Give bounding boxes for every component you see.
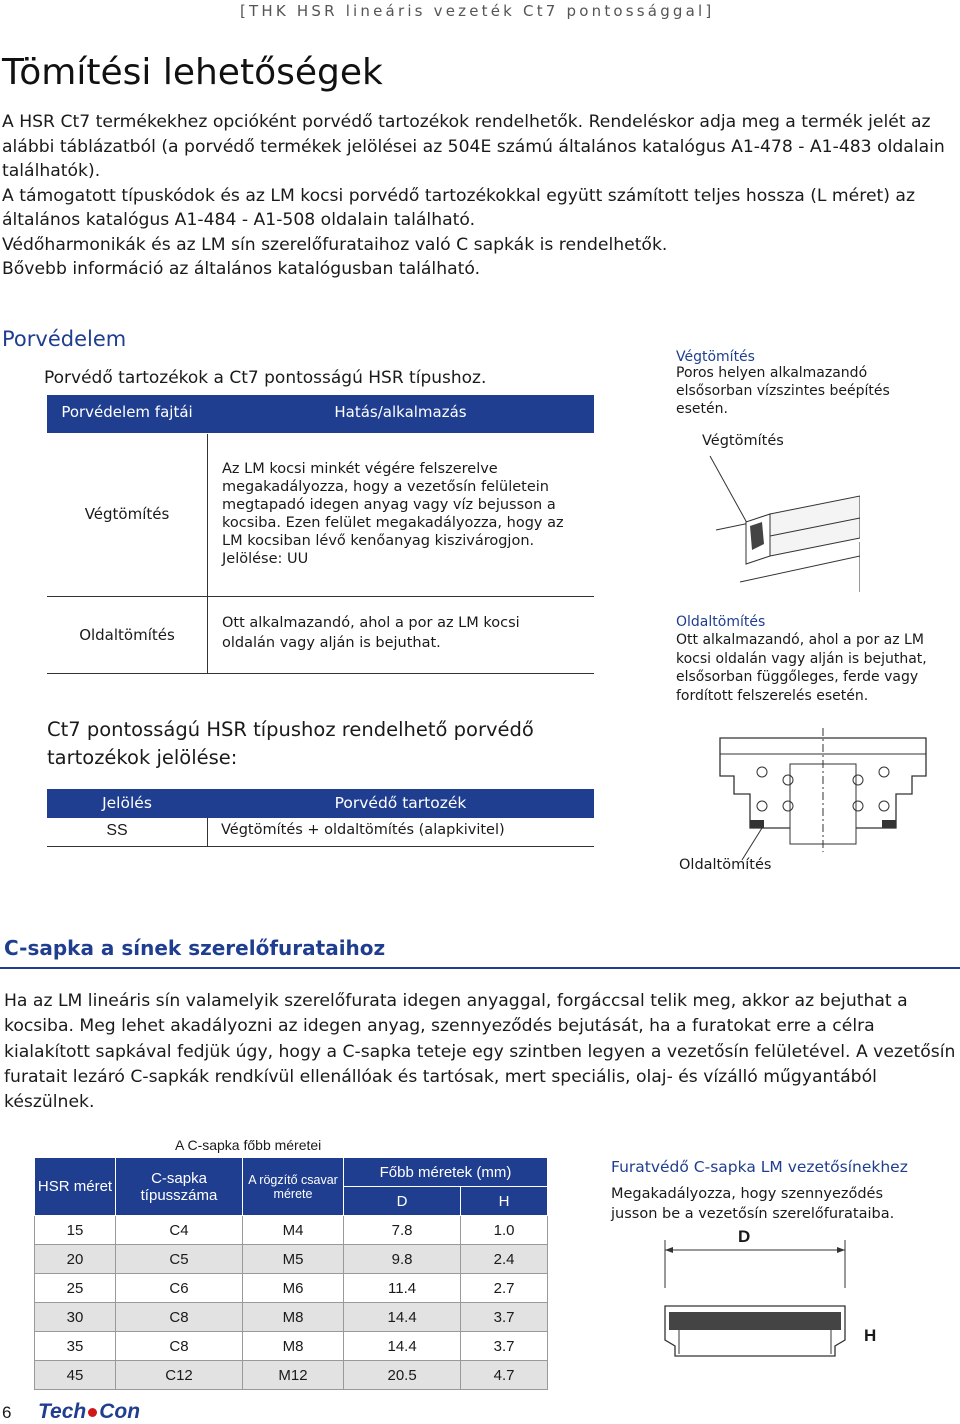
cell: 20 (35, 1245, 116, 1274)
column-divider (207, 434, 208, 596)
table-row (35, 1216, 548, 1245)
table-row (35, 1361, 548, 1390)
cell: 15 (35, 1216, 116, 1245)
cell: 4.7 (461, 1361, 548, 1390)
end-seal-figure-label: Végtömítés (702, 433, 784, 449)
dimension-label-h: H (864, 1326, 877, 1345)
cell: C8 (116, 1303, 243, 1332)
cell: 3.7 (461, 1332, 548, 1361)
cell: M5 (243, 1245, 344, 1274)
side-seal-drawing (712, 724, 934, 864)
column-divider (207, 597, 208, 673)
cell: 9.8 (344, 1245, 461, 1274)
intro-paragraph: A HSR Ct7 termékekhez opcióként porvédő tartozékok rendelhetők. Rendeléskor adja meg a termék jelét az alábbi táblázatból (a porvédő termékek jelölései az 504E számú általános katalógus A1-478 - A1-483 oldalain találhatók). (2, 112, 945, 181)
column-header-type: Porvédelem fajtái (61, 403, 193, 421)
arrow (665, 1247, 673, 1253)
table-row (35, 1332, 548, 1361)
designation-heading: Ct7 pontosságú HSR típushoz rendelhető porvédő tartozékok jelölése: (47, 718, 534, 769)
section-heading-csapka: C-sapka a sínek szerelőfurataihoz (4, 936, 386, 960)
cap-top (669, 1312, 841, 1330)
page-number: 6 (2, 1403, 12, 1422)
intro-paragraph: A támogatott típuskódok és az LM kocsi porvédő tartozékokkal együtt számított teljes hossza (L méret) az általános katalógus A1-484 - A1-508 oldalain található. (2, 185, 915, 230)
cell: 14.4 (344, 1332, 461, 1361)
dimension-label-d: D (738, 1227, 751, 1246)
end-seal-note-title: Végtömítés (676, 349, 755, 365)
row-desc-end-seal (222, 460, 567, 568)
cell: 35 (35, 1332, 116, 1361)
cell: 1.0 (461, 1216, 548, 1245)
column-header-h: H (461, 1187, 548, 1216)
cell: 11.4 (344, 1274, 461, 1303)
csapka-table-caption: A C-sapka főbb méretei (175, 1137, 322, 1153)
logo-part: Con (99, 1400, 141, 1423)
side-seal-left (750, 820, 764, 828)
end-seal-note-text: Poros helyen alkalmazandó elsősorban vízszintes beépítés esetén. (676, 365, 890, 417)
logo-part: Tech (38, 1400, 87, 1423)
leader-line (742, 828, 762, 860)
csapka-dimensions-table (34, 1157, 548, 1390)
table-row (35, 1303, 548, 1332)
column-header-accessory: Porvédő tartozék (334, 794, 467, 812)
techcon-logo (38, 1400, 140, 1424)
cell: C6 (116, 1274, 243, 1303)
column-header-effect: Hatás/alkalmazás (334, 403, 467, 421)
designation-table-header (47, 789, 594, 818)
arrow (837, 1247, 845, 1253)
cell: 14.4 (344, 1303, 461, 1332)
cell: C8 (116, 1332, 243, 1361)
cell: M4 (243, 1216, 344, 1245)
row-desc-side-seal: Ott alkalmazandó, ahol a por az LM kocsi oldalán vagy alján is bejuthat. (222, 615, 520, 651)
column-divider (207, 818, 208, 846)
cell: 45 (35, 1361, 116, 1390)
cell: M6 (243, 1274, 344, 1303)
end-seal-drawing (700, 452, 860, 592)
cell: 3.7 (461, 1303, 548, 1332)
column-header-type: C-sapka típusszáma (116, 1158, 243, 1216)
cell: 7.8 (344, 1216, 461, 1245)
table-row (35, 1274, 548, 1303)
side-seal-right (882, 820, 896, 828)
column-header-code: Jelölés (102, 794, 152, 812)
column-header-hsr: HSR méret (35, 1158, 116, 1216)
cell: C4 (116, 1216, 243, 1245)
side-seal-figure-label: Oldaltömítés (679, 857, 772, 873)
designation-accessory: Végtömítés + oldaltömítés (alapkivitel) (221, 822, 505, 838)
intro-paragraph: Bővebb információ az általános katalógusban található. (2, 259, 481, 279)
cell: 2.7 (461, 1274, 548, 1303)
csapka-note-title: Furatvédő C-sapka LM vezetősínekhez (611, 1158, 908, 1176)
side-seal-note-text: Ott alkalmazandó, ahol a por az LM kocsi oldalán vagy alján is bejuthat, elsősorban függőleges, ferde vagy fordított felszerelés esetén. (676, 632, 927, 704)
cell: 20.5 (344, 1361, 461, 1390)
intro-text (2, 110, 957, 282)
cell: C12 (116, 1361, 243, 1390)
logo-dot (88, 1408, 97, 1417)
column-header-main-dims: Főbb méretek (mm) (344, 1158, 548, 1187)
row-code: Jelölése: UU (222, 551, 309, 567)
cell: 25 (35, 1274, 116, 1303)
designation-code: SS (106, 822, 128, 839)
column-header-d: D (344, 1187, 461, 1216)
section-heading-porvedelem: Porvédelem (2, 327, 127, 351)
csapka-text: Ha az LM lineáris sín valamelyik szerelőfurata idegen anyaggal, forgáccsal telik meg, akkor az bejuthat a kocsiba. Meg lehet akadályozni az idegen anyag, szennyeződés bejutását, ha a furatokat erre a célra kialakított sapkával fedjük úgy, hogy a C-sapka teteje egy szintben legyen a vezetősín felületével. A vezetősín furatait lezáró C-sapkák rendkívül ellenállóak és tartósak, mert speciális, olaj- és vízálló műgyantából készülnek. (4, 991, 956, 1113)
page-title: Tömítési lehetőségek (2, 52, 383, 93)
cell: M12 (243, 1361, 344, 1390)
row-type-side-seal: Oldaltömítés (79, 626, 175, 644)
cell: C5 (116, 1245, 243, 1274)
side-seal-note-title: Oldaltömítés (676, 614, 766, 630)
carriage-body (770, 496, 860, 556)
table-row (35, 1245, 548, 1274)
page-header: [THK HSR lineáris vezeték Ct7 pontossággal] (240, 2, 715, 20)
porvedelem-subtitle: Porvédő tartozékok a Ct7 pontosságú HSR típushoz. (44, 368, 487, 388)
leader-line (710, 456, 752, 532)
column-header-bolt: A rögzítő csavar mérete (243, 1158, 344, 1216)
cell: M8 (243, 1332, 344, 1361)
csapka-drawing (655, 1228, 855, 1363)
row-divider (47, 846, 594, 847)
row-divider (47, 596, 594, 597)
row-divider (47, 673, 594, 674)
section-rule (0, 967, 960, 969)
intro-paragraph: Védőharmonikák és az LM sín szerelőfurataihoz való C sapkák is rendelhetők. (2, 234, 668, 255)
row-type-end-seal: Végtömítés (84, 505, 170, 523)
cell: 2.4 (461, 1245, 548, 1274)
cell: 30 (35, 1303, 116, 1332)
porvedelem-table-header (47, 395, 594, 433)
csapka-note-text: Megakadályozza, hogy szennyeződés jusson be a vezetősín szerelőfurataiba. (611, 1186, 895, 1222)
row-desc-text: Az LM kocsi minkét végére felszerelve megakadályozza, hogy a vezetősín felületein megtapadó idegen anyag vagy víz bejusson a kocsiba. Ezen felület megakadályozza, hogy az LM kocsiban lévő kenőanyag kiszivárogjon. (222, 461, 564, 549)
cell: M8 (243, 1303, 344, 1332)
